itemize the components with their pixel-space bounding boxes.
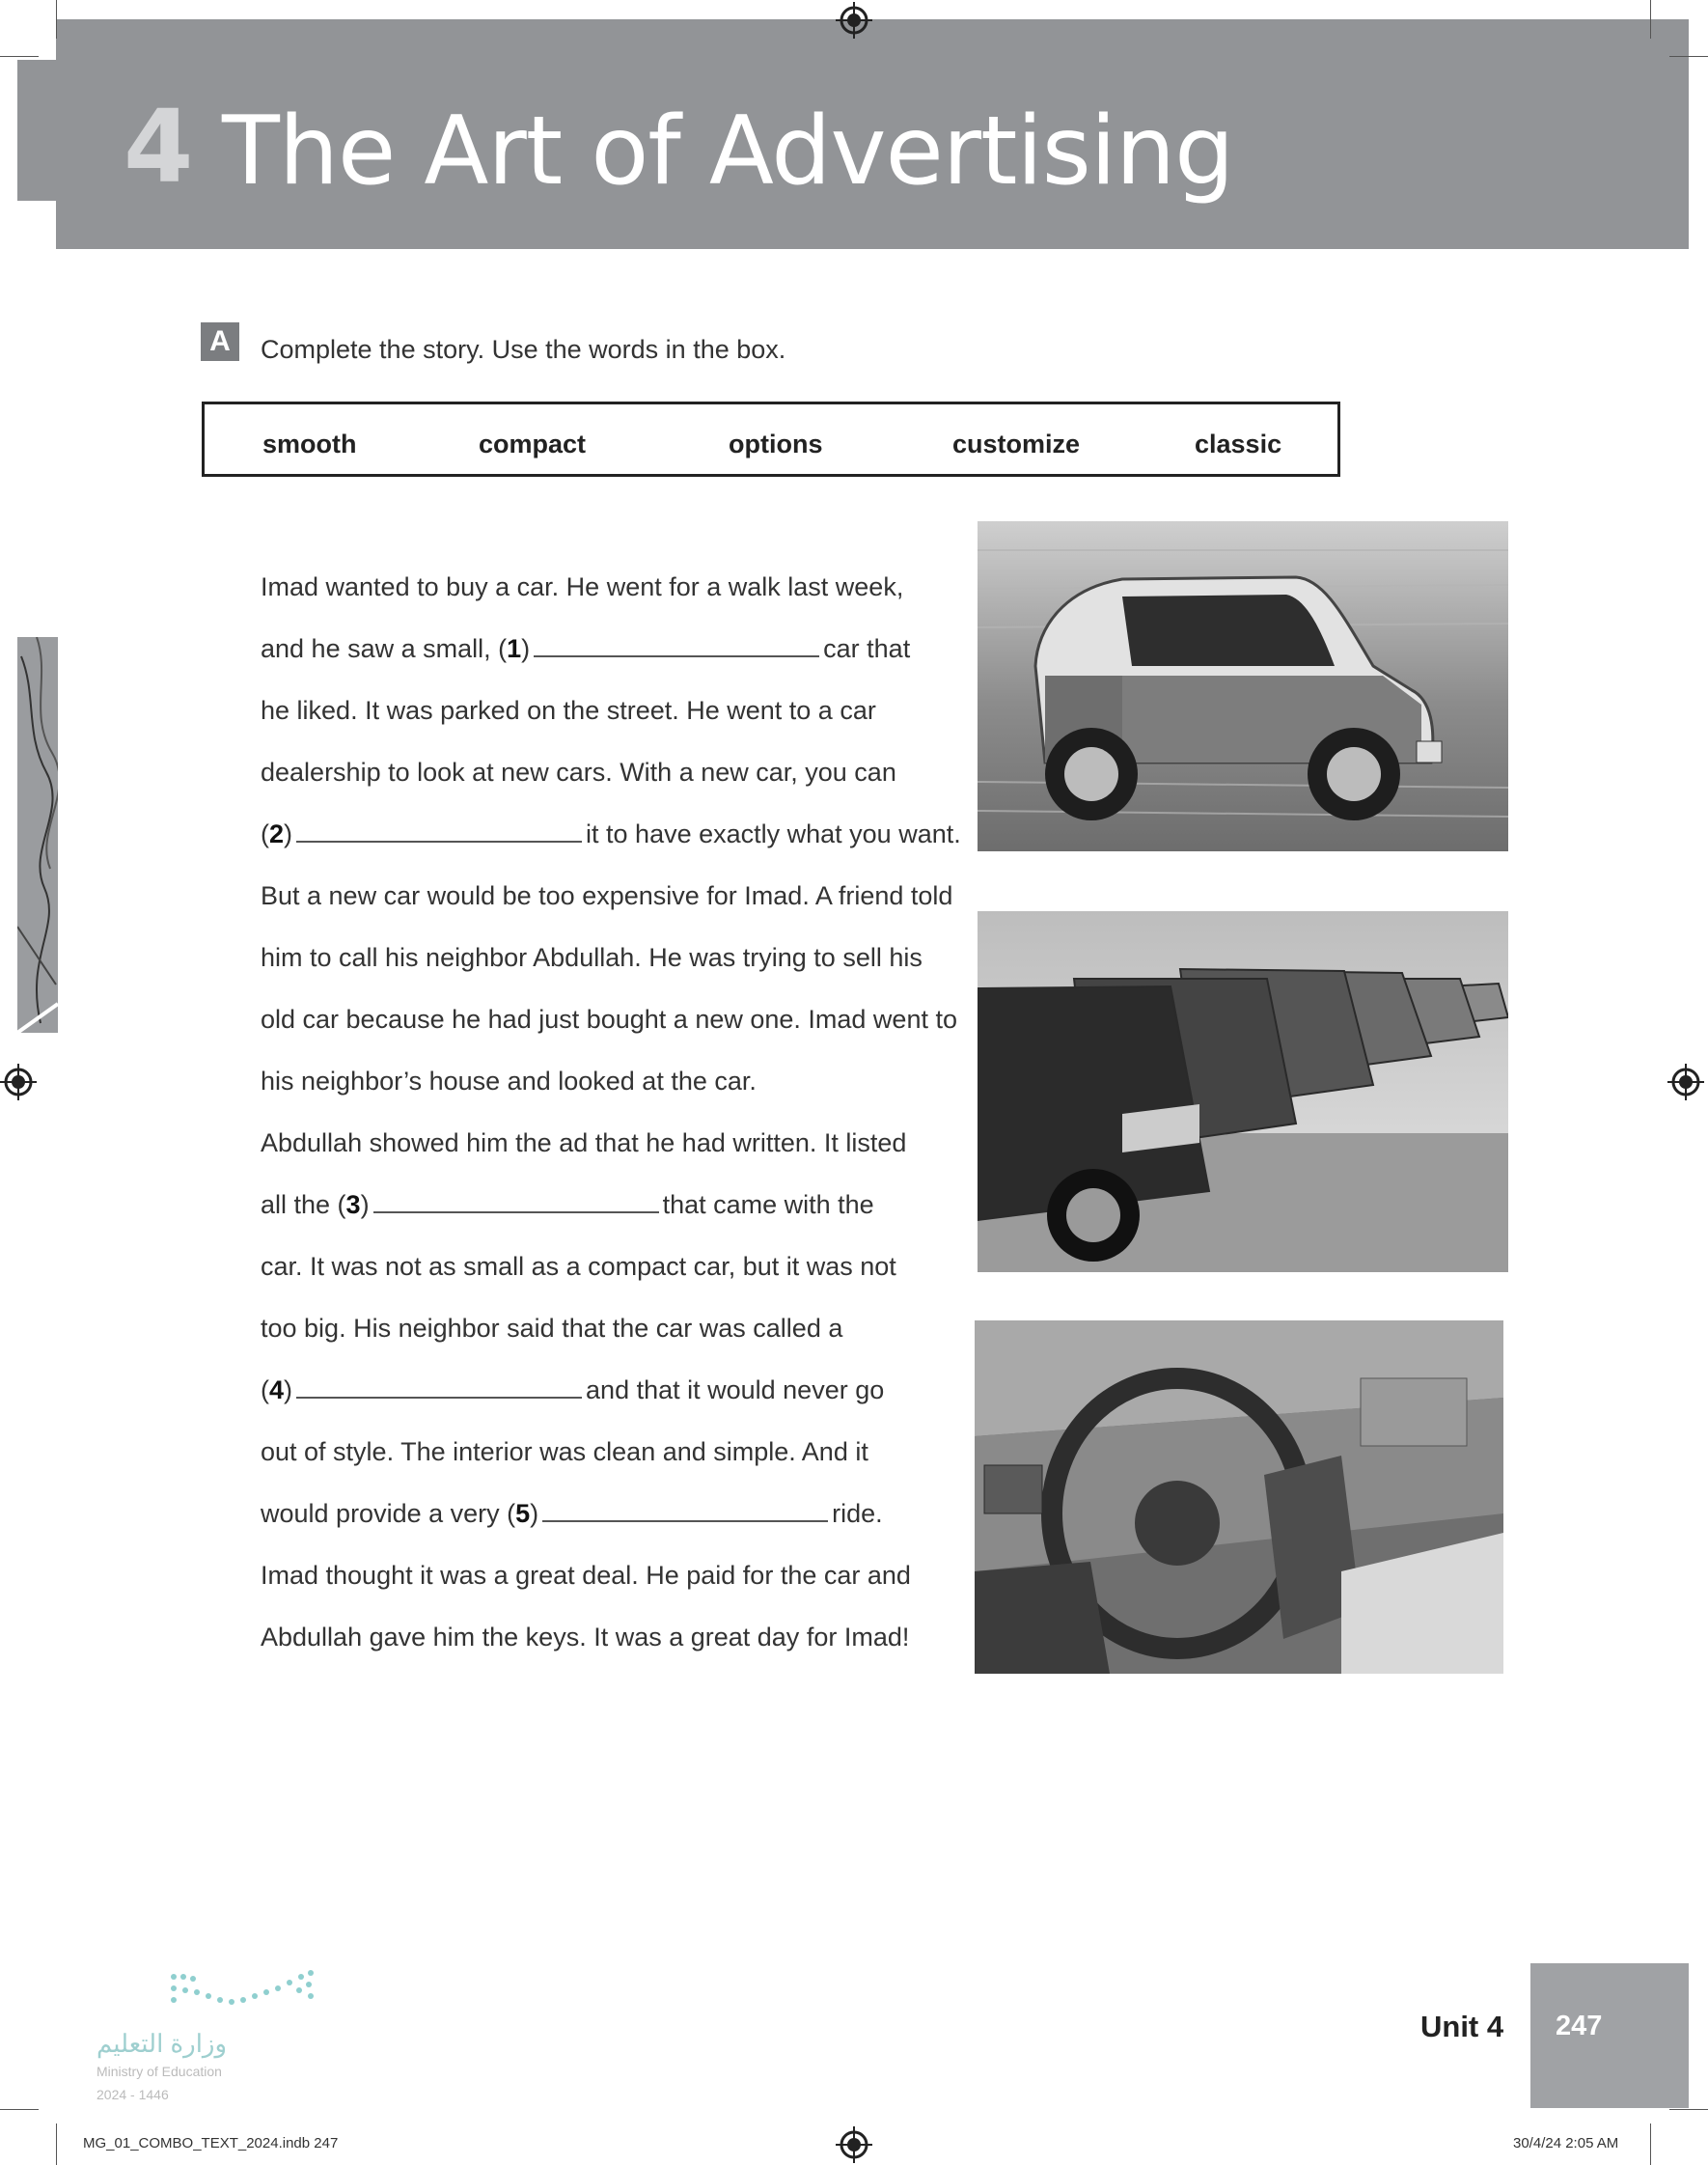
story-text-segment: it to have exactly what you want. (586, 819, 961, 848)
crop-mark (56, 2123, 57, 2165)
blank-number: 3 (345, 1190, 361, 1219)
print-slug-file: MG_01_COMBO_TEXT_2024.indb 247 (83, 2135, 339, 2151)
answer-blank[interactable] (296, 1375, 582, 1399)
section-badge: A (201, 322, 239, 361)
story-text-segment: car that (823, 634, 911, 663)
word-box-item: customize (952, 430, 1081, 458)
registration-mark-icon (836, 2, 872, 39)
parked-cars-row-photo (978, 911, 1508, 1272)
story-line (261, 1623, 909, 1652)
blank-number: 1 (507, 634, 522, 663)
crop-mark (0, 56, 39, 57)
answer-blank[interactable] (373, 1190, 659, 1213)
header-side-tab (17, 60, 58, 201)
crop-mark (56, 0, 57, 39)
print-slug-date: 30/4/24 2:05 AM (1513, 2135, 1619, 2151)
ministry-name-english: Ministry of Education (96, 2064, 222, 2079)
answer-blank[interactable] (296, 819, 582, 843)
compact-car-photo (978, 521, 1508, 851)
story-line (261, 634, 910, 664)
story-text-segment: ( (261, 819, 269, 848)
story-line (261, 819, 961, 849)
story-text-segment: his neighbor’s house and looked at the car. (261, 1067, 757, 1096)
unit-number: 4 (124, 88, 194, 206)
blank-number: 5 (515, 1499, 531, 1528)
story-text-segment: old car because he had just bought a new one. Imad went to (261, 1005, 957, 1034)
story-line (261, 1437, 868, 1467)
story-text-segment: would provide a very ( (261, 1499, 516, 1528)
story-text-segment: out of style. The interior was clean and simple. And it (261, 1437, 868, 1466)
story-text-segment: ) (284, 1375, 293, 1404)
registration-mark-icon (0, 1064, 37, 1100)
story-text-segment: he liked. It was parked on the street. He went to a car (261, 696, 876, 725)
story-line (261, 696, 876, 726)
story-text-segment: car. It was not as small as a compact car, but it was not (261, 1252, 896, 1281)
ministry-logo-icon (164, 1969, 318, 2017)
story-text-segment: that came with the (662, 1190, 874, 1219)
story-line (261, 1499, 883, 1529)
story-text-segment: ) (521, 634, 531, 663)
registration-mark-icon (1667, 1064, 1704, 1100)
story-line (261, 1561, 911, 1591)
page-title: The Art of Advertising (222, 97, 1234, 207)
story-line (261, 1128, 906, 1158)
story-text-segment: ) (360, 1190, 370, 1219)
story-text-segment: Imad wanted to buy a car. He went for a walk last week, (261, 572, 904, 601)
answer-blank[interactable] (534, 634, 819, 657)
exercise-instruction: Complete the story. Use the words in the box. (261, 335, 786, 364)
blank-number: 4 (269, 1375, 285, 1404)
crop-mark (1669, 2109, 1708, 2110)
unit-label: Unit 4 (1420, 2010, 1504, 2043)
word-box-item: compact (479, 430, 587, 458)
story-text-segment: all the ( (261, 1190, 346, 1219)
story-text-segment: ride. (832, 1499, 883, 1528)
ministry-name-arabic: وزارة التعليم (96, 2029, 228, 2058)
crop-mark (1650, 2123, 1651, 2165)
story-line (261, 1067, 757, 1096)
story-line (261, 1314, 842, 1344)
blank-number: 2 (269, 819, 285, 848)
story-text-segment: Abdullah showed him the ad that he had written. It listed (261, 1128, 907, 1157)
word-box (202, 402, 1340, 477)
story-line (261, 758, 896, 788)
story-text-segment: Imad thought it was a great deal. He paid for the car and (261, 1561, 911, 1590)
word-box-item: smooth (262, 430, 357, 458)
story-text-segment: Abdullah gave him the keys. It was a great day for Imad! (261, 1623, 910, 1652)
story-text-segment: But a new car would be too expensive for Imad. A friend told (261, 881, 953, 910)
registration-mark-icon (836, 2126, 872, 2163)
story-text-segment: and that it would never go (586, 1375, 885, 1404)
story-line (261, 1190, 874, 1220)
page-number-tab (1530, 1963, 1689, 2108)
story-text-segment: dealership to look at new cars. With a new car, you can (261, 758, 896, 787)
story-line (261, 572, 903, 602)
story-line (261, 1252, 896, 1282)
story-text-segment: too big. His neighbor said that the car was called a (261, 1314, 843, 1343)
story-line (261, 881, 952, 911)
story-line (261, 1375, 884, 1405)
crop-mark (1669, 56, 1708, 57)
ministry-year: 2024 - 1446 (96, 2087, 169, 2102)
page-number: 247 (1556, 2011, 1603, 2041)
crop-mark (0, 2109, 39, 2110)
crop-mark (1650, 0, 1651, 39)
story-text-segment: him to call his neighbor Abdullah. He was trying to sell his (261, 943, 923, 972)
story-text-segment: ( (261, 1375, 269, 1404)
story-text-segment: ) (530, 1499, 539, 1528)
answer-blank[interactable] (542, 1499, 828, 1522)
story-line (261, 1005, 957, 1035)
word-box-item: options (729, 430, 823, 458)
car-interior-photo (975, 1320, 1503, 1674)
word-box-item: classic (1195, 430, 1282, 458)
story-text-segment: and he saw a small, ( (261, 634, 508, 663)
side-decoration-strip (17, 637, 58, 1033)
story-text-segment: ) (284, 819, 293, 848)
story-line (261, 943, 923, 973)
